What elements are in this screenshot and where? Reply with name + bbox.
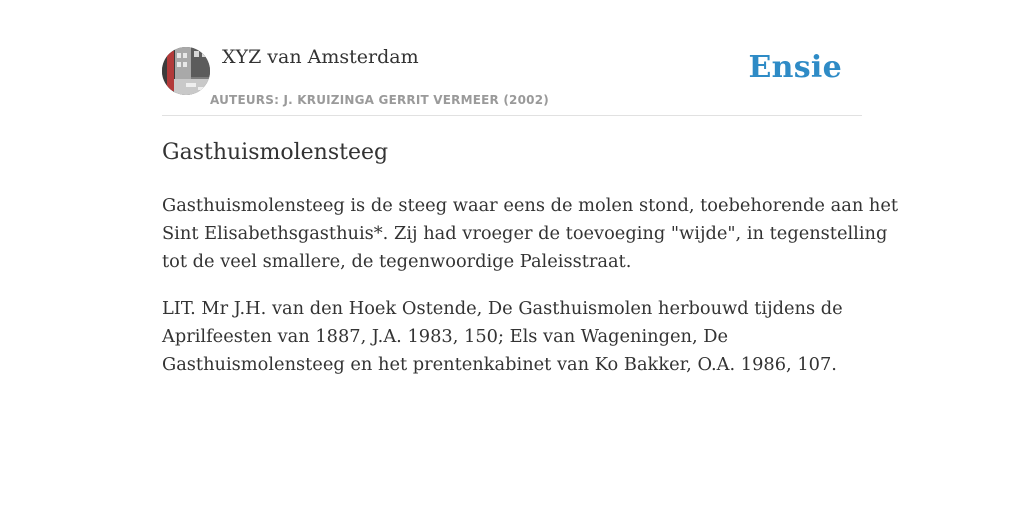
book-cover-avatar[interactable] xyxy=(162,47,210,95)
paragraph-line: Gasthuismolensteeg en het prentenkabinet van Ko Bakker, O.A. 1986, 107. xyxy=(162,354,837,375)
paragraph-line: LIT. Mr J.H. van den Hoek Ostende, De Gasthuismolen herbouwd tijdens de xyxy=(162,298,843,319)
paragraph-line: Gasthuismolensteeg is de steeg waar eens de molen stond, toebehorende aan het xyxy=(162,195,899,216)
ensie-logo[interactable]: Ensie xyxy=(748,50,842,85)
paragraph-line: tot de veel smallere, de tegenwoordige Paleisstraat. xyxy=(162,251,632,272)
entry-paragraph xyxy=(162,192,899,276)
book-title[interactable]: XYZ van Amsterdam xyxy=(222,46,419,68)
book-header xyxy=(162,42,862,116)
paragraph-line: Sint Elisabethsgasthuis*. Zij had vroeger de toevoeging "wijde", in tegenstelling xyxy=(162,223,888,244)
paragraph-line: Aprilfeesten van 1887, J.A. 1983, 150; Els van Wageningen, De xyxy=(162,326,729,347)
literature-paragraph xyxy=(162,295,882,379)
book-cover-icon xyxy=(162,47,210,95)
entry-title: Gasthuismolensteeg xyxy=(162,140,389,165)
book-authors: AUTEURS: J. KRUIZINGA GERRIT VERMEER (2002) xyxy=(210,93,549,107)
